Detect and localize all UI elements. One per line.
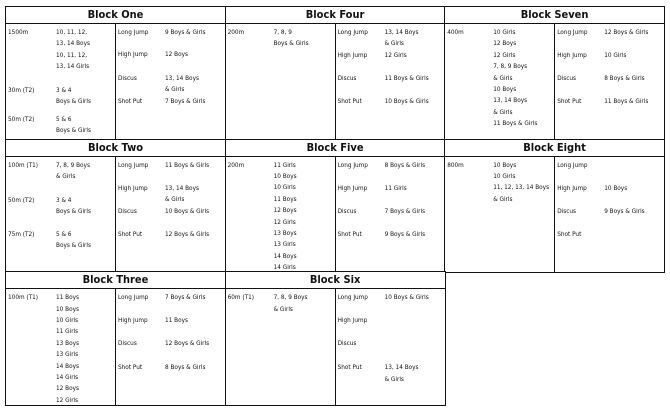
field-column xyxy=(336,157,445,272)
group-line: 10 Boys xyxy=(273,172,297,180)
event-name: Long Jump xyxy=(118,293,149,302)
group-line: 7, 8, 9 Boys xyxy=(273,293,308,302)
group-line: 9 Boys & Girls xyxy=(384,229,426,238)
group-line: 10 Girls xyxy=(56,316,79,324)
event-name: Discus xyxy=(118,339,137,348)
group-line: Boys & Girls xyxy=(56,207,92,215)
block-title: Block Eight xyxy=(445,140,664,157)
event-groups xyxy=(274,160,338,274)
group-line: 13 Boys xyxy=(273,229,297,238)
event-name: High Jump xyxy=(337,316,368,325)
group-line: 12 Girls xyxy=(384,51,407,59)
event-groups xyxy=(165,96,229,107)
event-name: High Jump xyxy=(118,316,148,325)
event-name: Shot Put xyxy=(337,363,362,372)
block-title: Block Six xyxy=(226,272,445,289)
field-column xyxy=(555,157,664,272)
event-name: Shot Put xyxy=(118,229,143,238)
group-line: Boys & Girls xyxy=(56,126,92,135)
group-line: 11 Girls xyxy=(384,183,407,192)
group-line: 11, 12, 13, 14 Boys xyxy=(493,183,550,192)
group-line: 11 Boys & Girls xyxy=(165,160,210,169)
group-line: 10 Boys & Girls xyxy=(165,206,210,215)
group-line: & Girls xyxy=(165,85,185,94)
block-title: Block One xyxy=(6,7,225,24)
event-name: 800m xyxy=(447,160,464,169)
event-name: 200m xyxy=(227,28,245,36)
event-name: Discus xyxy=(337,74,357,82)
event-name: Long Jump xyxy=(557,160,588,169)
group-line: 7 Boys & Girls xyxy=(165,97,206,105)
group-line: 12 Girls xyxy=(56,395,79,404)
group-line: 10 Boys xyxy=(493,160,517,169)
event-groups xyxy=(493,160,557,206)
field-column xyxy=(555,24,664,139)
event-name: Discus xyxy=(557,206,577,215)
event-groups xyxy=(385,292,449,303)
event-name: Shot Put xyxy=(557,229,582,238)
group-line: 11 Girls xyxy=(273,160,296,169)
event-groups xyxy=(56,85,120,108)
event-groups xyxy=(165,362,229,373)
event-groups xyxy=(165,206,229,217)
event-name: 100m (T1) xyxy=(8,160,39,169)
event-groups xyxy=(56,229,120,252)
group-line: 9 Boys & Girls xyxy=(604,206,645,215)
group-line: 14 Girls xyxy=(273,263,296,272)
event-name: 30m (T2) xyxy=(8,86,35,94)
group-line: 13 Girls xyxy=(273,240,296,249)
group-line: Boys & Girls xyxy=(56,241,92,249)
group-line: 8 Boys & Girls xyxy=(165,363,206,372)
event-groups xyxy=(604,27,668,38)
group-line: 13, 14 Boys xyxy=(384,363,419,372)
group-line: 12 Girls xyxy=(273,217,296,226)
group-line: 10 Girls xyxy=(604,51,627,59)
group-line: 13, 14 Girls xyxy=(56,62,90,71)
group-line: 13, 14 Boys xyxy=(165,183,199,192)
event-name: High Jump xyxy=(557,51,587,59)
event-name: Long Jump xyxy=(557,28,588,36)
field-column xyxy=(336,289,445,405)
group-line: 11 Boys xyxy=(273,194,297,203)
group-line: 3 & 4 xyxy=(56,195,72,204)
track-column xyxy=(6,289,116,405)
group-line: 11 Boys xyxy=(56,293,79,302)
block-title: Block Five xyxy=(226,140,445,157)
event-name: High Jump xyxy=(557,183,587,192)
block-title: Block Two xyxy=(6,140,225,157)
event-groups xyxy=(385,206,449,217)
event-groups xyxy=(385,362,449,385)
event-name: Long Jump xyxy=(118,160,149,169)
event-name: Long Jump xyxy=(337,28,368,36)
track-column xyxy=(445,24,555,139)
group-line: 13, 14 Boys xyxy=(165,74,199,82)
event-name: Long Jump xyxy=(337,160,368,169)
group-line: 8 Boys & Girls xyxy=(384,160,426,169)
event-name: 1500m xyxy=(8,28,29,36)
group-line: 12 Boys xyxy=(165,50,188,58)
event-groups xyxy=(165,183,229,206)
event-name: Shot Put xyxy=(337,229,362,238)
group-line: Boys & Girls xyxy=(56,97,92,106)
block-five xyxy=(225,139,446,273)
group-line: 10 Boys & Girls xyxy=(384,293,429,302)
group-line: 10 Boys xyxy=(604,183,628,192)
event-name: 75m (T2) xyxy=(8,229,35,238)
group-line: 14 Girls xyxy=(56,373,79,382)
group-line: 10, 11, 12, xyxy=(56,28,88,36)
event-name: Long Jump xyxy=(337,293,368,302)
block-title: Block Seven xyxy=(445,7,664,24)
group-line: 7, 8, 9 Boys xyxy=(493,62,528,71)
group-line: & Girls xyxy=(493,194,513,203)
group-line: 5 & 6 xyxy=(56,115,72,123)
event-groups xyxy=(385,73,449,84)
event-groups xyxy=(604,73,668,84)
group-line: 10 Boys xyxy=(56,304,79,313)
event-groups xyxy=(165,229,229,240)
group-line: 7, 8, 9 Boys xyxy=(56,160,90,169)
event-groups xyxy=(385,229,449,240)
event-name: 50m (T2) xyxy=(8,195,35,204)
event-groups xyxy=(56,114,120,137)
event-groups xyxy=(604,206,668,217)
field-column xyxy=(116,289,225,405)
group-line: & Girls xyxy=(384,39,404,48)
group-line: 5 & 6 xyxy=(56,229,72,238)
group-line: 12 Girls xyxy=(493,50,516,59)
group-line: & Girls xyxy=(493,73,513,82)
event-groups xyxy=(604,96,668,107)
event-groups xyxy=(385,27,449,50)
event-name: Discus xyxy=(337,339,357,348)
block-two xyxy=(5,139,226,273)
event-groups xyxy=(165,27,229,38)
group-line: 10 Girls xyxy=(493,28,516,36)
event-name: Shot Put xyxy=(118,97,143,105)
group-line: 13, 14 Boys xyxy=(384,28,419,36)
event-groups xyxy=(165,315,229,326)
event-name: High Jump xyxy=(337,51,368,59)
group-line: 11 Boys & Girls xyxy=(604,97,649,105)
group-line: 13 Girls xyxy=(56,350,79,359)
event-name: Discus xyxy=(337,206,357,215)
event-name: Shot Put xyxy=(337,97,362,105)
event-name: Discus xyxy=(118,206,137,215)
group-line: 10 Girls xyxy=(493,172,516,180)
event-groups xyxy=(165,160,229,171)
group-line: & Girls xyxy=(165,195,185,203)
group-line: 7, 8, 9 xyxy=(273,28,292,36)
schedule-grid xyxy=(5,6,665,406)
group-line: 3 & 4 xyxy=(56,86,72,94)
group-line: 11 Boys xyxy=(165,316,188,325)
event-groups xyxy=(56,292,120,406)
group-line: 11 Boys & Girls xyxy=(384,74,429,82)
group-line: 10, 11, 12, xyxy=(56,50,88,59)
group-line: 7 Boys & Girls xyxy=(165,293,206,302)
event-groups xyxy=(385,160,449,171)
block-one xyxy=(5,6,226,140)
field-column xyxy=(116,24,225,139)
group-line: 11 Boys & Girls xyxy=(493,119,538,128)
group-line: 14 Boys xyxy=(56,361,79,370)
event-groups xyxy=(56,195,120,218)
group-line: 9 Boys & Girls xyxy=(165,28,206,36)
group-line: 13 Boys xyxy=(56,338,79,347)
event-name: 400m xyxy=(447,28,464,36)
group-line: 11 Girls xyxy=(56,327,79,336)
group-line: Boys & Girls xyxy=(273,39,309,48)
track-column xyxy=(226,24,336,139)
event-groups xyxy=(493,27,557,130)
event-groups xyxy=(165,73,229,96)
track-column xyxy=(226,289,336,405)
event-groups xyxy=(385,96,449,107)
event-name: Discus xyxy=(557,74,577,82)
group-line: 12 Boys xyxy=(56,384,79,393)
event-groups xyxy=(604,183,668,194)
group-line: 10 Boys xyxy=(493,85,517,94)
group-line: & Girls xyxy=(384,374,404,383)
field-column xyxy=(116,157,225,272)
group-line: 10 Girls xyxy=(273,183,296,192)
group-line: & Girls xyxy=(493,107,513,116)
group-line: & Girls xyxy=(56,172,76,180)
group-line: 7 Boys & Girls xyxy=(384,206,426,215)
group-line: 12 Boys & Girls xyxy=(165,229,210,238)
event-name: High Jump xyxy=(118,50,148,58)
event-groups xyxy=(274,27,338,50)
event-name: High Jump xyxy=(337,183,368,192)
event-name: 50m (T2) xyxy=(8,115,35,123)
track-column xyxy=(6,157,116,272)
event-groups xyxy=(385,50,449,61)
group-line: 12 Boys & Girls xyxy=(604,28,649,36)
event-name: High Jump xyxy=(118,183,148,192)
event-groups xyxy=(56,160,120,183)
event-groups xyxy=(165,292,229,303)
event-name: Discus xyxy=(118,74,137,82)
event-name: 100m (T1) xyxy=(8,293,39,302)
block-four xyxy=(225,6,446,140)
block-six xyxy=(225,271,446,406)
event-groups xyxy=(165,49,229,60)
block-seven xyxy=(444,6,665,140)
block-title: Block Four xyxy=(226,7,445,24)
block-eight xyxy=(444,139,665,273)
block-title: Block Three xyxy=(6,272,225,289)
group-line: 13, 14 Boys xyxy=(493,96,528,105)
event-name: 60m (T1) xyxy=(227,293,254,302)
track-column xyxy=(445,157,555,272)
group-line: & Girls xyxy=(273,304,293,313)
event-name: Long Jump xyxy=(118,28,149,36)
event-groups xyxy=(165,338,229,349)
event-groups xyxy=(274,292,338,315)
group-line: 13, 14 Boys xyxy=(56,39,90,48)
track-column xyxy=(6,24,116,139)
block-three xyxy=(5,271,226,406)
event-name: Shot Put xyxy=(557,97,582,105)
field-column xyxy=(336,24,445,139)
track-column xyxy=(226,157,336,272)
group-line: 12 Boys xyxy=(273,206,297,215)
group-line: 10 Boys & Girls xyxy=(384,97,429,105)
event-name: 200m xyxy=(227,160,245,169)
group-line: 12 Boys & Girls xyxy=(165,339,210,348)
event-name: Shot Put xyxy=(118,363,143,372)
event-groups xyxy=(56,27,120,73)
event-groups xyxy=(604,50,668,61)
group-line: 14 Boys xyxy=(273,251,297,260)
group-line: 8 Boys & Girls xyxy=(604,74,645,82)
event-groups xyxy=(385,183,449,194)
group-line: 12 Boys xyxy=(493,39,517,48)
